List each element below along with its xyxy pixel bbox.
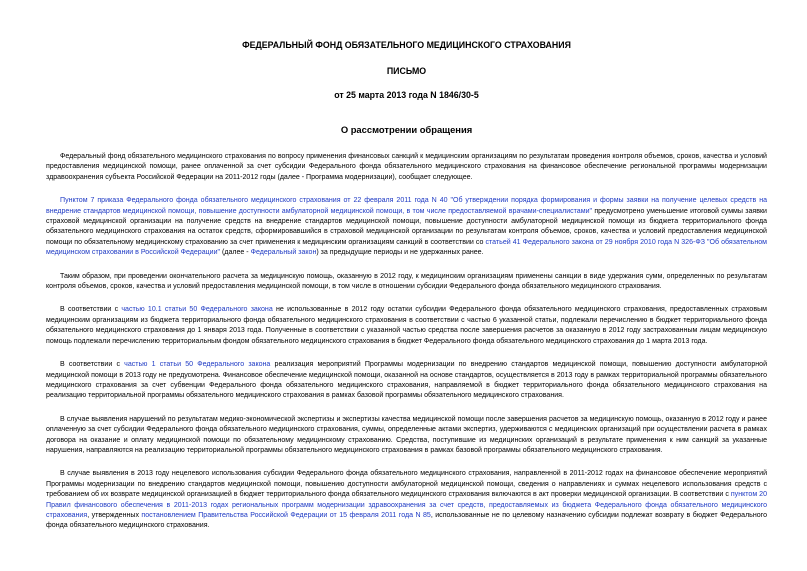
document-type: ПИСЬМО <box>386 66 427 76</box>
paragraph-text: не использованные в 2012 году остатки субсидии Федерального фонда обязательного медицинского страхования, предоставленных страховым медицинским организациям из бюджета территориального фонда обязательного медицинского страхования в соответствии с частью 6 указанной статьи, подлежали перечислению в бюджет территориального фонда обязательного медицинского страхования до 1 января 2013 года. Полученные в соответствии с указанной частью средства после завершения расчетов за оказанную в 2012 году застрахованным лицам медицинскую помощь подлежали перечислению территориальным фондом обязательного медицинского страхования в бюджет Федерального фонда обязательного медицинского страхования до 1 марта 2013 года. <box>46 306 767 345</box>
paragraph-text: В случае выявления нарушений по результатам медико-экономической экспертизы и экспертизы качества медицинской помощи после завершения расчетов за медицинскую помощь, оказанную в 2012 году и ранее оплаченную за счет субсидии Федерального фонда обязательного медицинского страхования, суммы, определенные актами экспертиз, удерживаются с медицинских организаций при осуществлении расчета в рамках договора на оказание и оплату медицинской помощи по обязательному медицинскому страхованию. Средства, поступившие из медицинских организаций в результате применения к ним санкций за указанные нарушения, направляются на реализацию территориальной программы обязательного медицинского страхования в рамках базовой программы обязательного медицинского страхования. <box>46 415 767 454</box>
paragraph-text: , использованные не по целевому назначению субсидии подлежат возврату в бюджет Федерального фонда обязательного медицинского страхования. <box>46 511 767 530</box>
paragraph-text: ) за предыдущие периоды и не удержанных ранее. <box>316 249 484 257</box>
paragraph <box>46 196 767 258</box>
paragraph <box>46 415 767 457</box>
issuing-organization: ФЕДЕРАЛЬНЫЙ ФОНД ОБЯЗАТЕЛЬНОГО МЕДИЦИНСКОГО СТРАХОВАНИЯ <box>242 40 571 50</box>
paragraph-text: Федеральный фонд обязательного медицинского страхования по вопросу применения финансовых санкций к медицинским организациям по результатам проведения контроля объемов, сроков, качества и условий предоставления медицинской помощи, ранее оплаченной за счет субсидии Федерального фонда обязательного медицинского страхования на финансовое обеспечение региональной программы модернизации здравоохранения субъекта Российской Федерации на 2011-2012 годы (далее - Программа модернизации), сообщает следующее. <box>46 153 767 181</box>
paragraph-text: предусмотрено уменьшение итоговой суммы заявки страховой медицинской организации на получение средств на внедрение стандартов медицинской помощи, повышение доступности амбулаторной медицинской помощи из бюджета территориального фонда обязательного медицинского страхования на остаток средств, сформировавшийся в страховой медицинской организации по результатам контроля объемов, сроков, качества и условий предоставления медицинской помощи по обязательному медицинскому страхованию за счет применения к медицинским организациям санкций в соответствии со <box>46 207 767 246</box>
paragraph <box>46 272 767 293</box>
document-reference-link[interactable]: Пунктом 7 приказа Федерального фонда обязательного медицинского страхования от 22 февраля 2011 года N 40 "Об утверждении порядка формирования и формы заявки на получение целевых средств на внедрение стандартов медицинской помощи, повышение доступности амбулаторной медицинской помощи, в том числе предоставляемой врачами-специалистами" <box>46 197 767 215</box>
paragraph-text: (далее - <box>220 249 251 257</box>
paragraph <box>46 152 767 183</box>
document-title: О рассмотрении обращения <box>340 124 473 135</box>
paragraph <box>46 360 767 402</box>
paragraph-text: В соответствии с <box>60 306 122 314</box>
document-reference-link[interactable]: пунктом 20 Правил финансового обеспечения в 2011-2013 годах региональных программ модернизации здравоохранения за счет средств, предоставляемых из бюджета Федерального фонда обязательного медицинского страхования <box>46 491 767 519</box>
document-reference-link[interactable]: статьей 41 Федерального закона от 29 ноября 2010 года N 326-ФЗ "Об обязательном медицинском страховании в Российской Федерации" <box>46 238 768 257</box>
document-reference-link[interactable]: Федеральный закон <box>250 249 317 257</box>
paragraph-text: В случае выявления в 2013 году нецелевого использования субсидии Федерального фонда обязательного медицинского страхования, направленной в 2011-2012 годах на финансовое обеспечение мероприятий Программы модернизации по внедрению стандартов медицинской помощи, повышению доступности амбулаторной медицинской помощи, сведения о направлениях и суммах нецелевого использования средств с требованием об их возврате медицинской организацией в бюджет территориального фонда обязательного медицинского страхования включаются в акт проверки медицинской организации. В соответствии с <box>46 470 767 499</box>
document-body <box>46 152 767 532</box>
document-date-number: от 25 марта 2013 года N 1846/30-5 <box>334 90 479 100</box>
paragraph <box>46 469 767 531</box>
paragraph-text: В соответствии с <box>60 361 125 369</box>
paragraph-text: , утвержденных <box>87 511 142 519</box>
paragraph-text: реализация мероприятий Программы модернизации по внедрению стандартов медицинской помощи, повышению доступности амбулаторной медицинской помощи в 2013 году не предусмотрена. Финансовое обеспечение медицинской помощи, оказанной на основе стандартов, осуществляется в 2013 году в рамках территориальной программы обязательного медицинского страхования за счет субвенции Федерального фонда обязательного медицинского страхования, направляемой в бюджет территориального фонда обязательного медицинского страхования на реализацию территориальной программы обязательного медицинского страхования в рамках базовой программы обязательного медицинского страхования. <box>46 361 768 400</box>
document-reference-link[interactable]: постановлением Правительства Российской Федерации от 15 февраля 2011 года N 85 <box>141 511 431 519</box>
document-reference-link[interactable]: частью 10.1 статьи 50 Федерального закона <box>121 306 273 314</box>
paragraph-text: Таким образом, при проведении окончательного расчета за медицинскую помощь, оказанную в 2012 году, к медицинским организациям применены санкции в виде удержания сумм, определенных по результатам контроля объемов, сроков, качества и условий предоставления медицинской помощи, в том числе в отношении субсидии Федерального фонда обязательного медицинского страхования. <box>46 272 767 291</box>
document-reference-link[interactable]: частью 1 статьи 50 Федерального закона <box>124 361 271 369</box>
paragraph <box>46 305 767 347</box>
